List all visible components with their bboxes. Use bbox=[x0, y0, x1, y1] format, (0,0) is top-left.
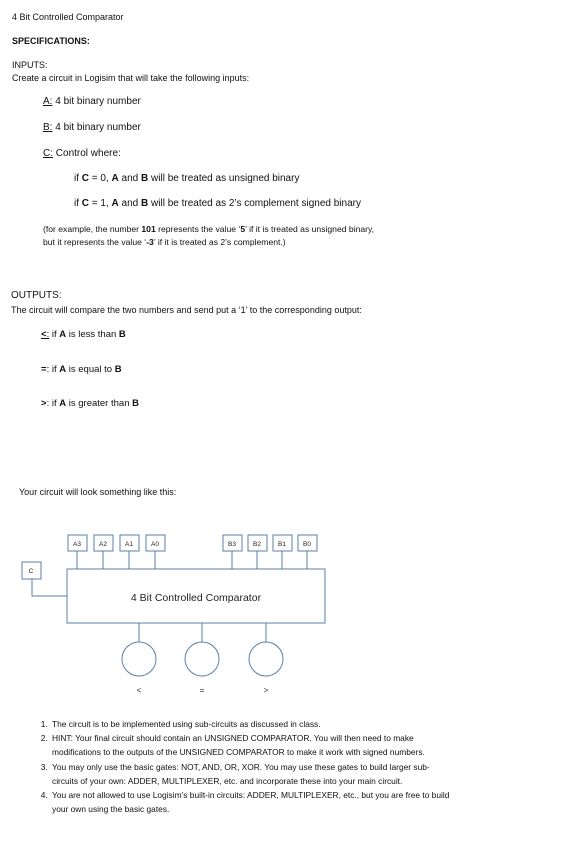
text: ’ if it is treated as unsigned binary, bbox=[245, 224, 375, 234]
input-sep: : bbox=[49, 122, 53, 133]
text: B bbox=[132, 398, 139, 409]
inputs-intro: Create a circuit in Logisim that will take the following inputs: bbox=[12, 73, 250, 83]
text: A bbox=[111, 173, 119, 184]
text: B bbox=[141, 198, 149, 209]
inputs-heading: INPUTS: bbox=[12, 60, 48, 70]
outputs-heading: OUTPUTS: bbox=[11, 290, 62, 301]
c-wire bbox=[32, 579, 67, 596]
text: if bbox=[49, 329, 60, 340]
text: A bbox=[59, 398, 67, 409]
input-key: A bbox=[43, 96, 50, 107]
input-sep: : bbox=[50, 148, 54, 159]
text: if bbox=[49, 398, 60, 409]
text: if bbox=[49, 364, 60, 375]
text: A bbox=[59, 364, 67, 375]
text: : bbox=[46, 329, 50, 340]
text: (for example, the number bbox=[43, 224, 142, 234]
text: is greater than bbox=[66, 398, 133, 409]
output-symbol: < bbox=[41, 329, 47, 340]
input-desc: 4 bit binary number bbox=[55, 122, 141, 133]
output-symbol: = bbox=[41, 364, 47, 375]
text: A bbox=[111, 198, 119, 209]
output-greater-led bbox=[249, 642, 283, 676]
text: and bbox=[118, 173, 142, 184]
text: will be treated as 2’s complement signed binary bbox=[148, 198, 361, 209]
diagram-caption: Your circuit will look something like this: bbox=[19, 487, 177, 497]
input-desc: Control where: bbox=[55, 148, 121, 159]
pin-label: A0 bbox=[151, 541, 159, 548]
text: B bbox=[141, 173, 149, 184]
pin-label: B3 bbox=[228, 541, 236, 548]
requirement-item: 1. The circuit is to be implemented using sub-circuits as discussed in class. bbox=[50, 717, 450, 731]
requirement-item: 4. You are not allowed to use Logisim’s built-in circuits: ADDER, MULTIPLEXER, etc., but you are free to build your own using the basic gates. bbox=[50, 788, 450, 816]
text: 101 bbox=[141, 224, 156, 234]
text: but it represents the value ‘ bbox=[43, 237, 147, 247]
text: if bbox=[74, 173, 82, 184]
text: C bbox=[81, 198, 90, 209]
text: 5 bbox=[240, 224, 246, 234]
output-symbol: > bbox=[41, 398, 47, 409]
pin-label: B1 bbox=[278, 541, 286, 548]
pin-label: A2 bbox=[99, 541, 107, 548]
text: C bbox=[81, 173, 90, 184]
text: -3 bbox=[146, 237, 154, 247]
output-label-greater: > bbox=[263, 686, 269, 695]
text: represents the value ‘ bbox=[155, 224, 241, 234]
input-desc: 4 bit binary number bbox=[55, 96, 141, 107]
input-sep: : bbox=[49, 96, 53, 107]
block-label: 4 Bit Controlled Comparator bbox=[130, 592, 262, 604]
input-key: C bbox=[43, 148, 51, 159]
text: : bbox=[46, 364, 50, 375]
text: = 1, bbox=[89, 198, 112, 209]
text: A bbox=[59, 329, 67, 340]
c-pin-label: C bbox=[28, 568, 34, 575]
requirements-list bbox=[34, 717, 450, 816]
text: is equal to bbox=[66, 364, 115, 375]
requirement-item: 3. You may only use the basic gates: NOT, AND, OR, XOR. You may use these gates to build larger sub-circuits of your own: ADDER, MULTIPLEXER, etc. and incorporate these into your main circuit. bbox=[50, 760, 450, 788]
output-label-less: < bbox=[136, 686, 142, 695]
text: B bbox=[114, 364, 122, 375]
text: if bbox=[74, 198, 82, 209]
pin-label: B0 bbox=[303, 541, 311, 548]
requirement-item: 2. HINT: Your final circuit should contain an UNSIGNED COMPARATOR. You will then need to make modifications to the outputs of the UNSIGNED COMPARATOR to make it work with signed numbers. bbox=[50, 731, 450, 759]
output-equal-led bbox=[185, 642, 219, 676]
page-title: 4 Bit Controlled Comparator bbox=[12, 12, 124, 22]
text: ’ if it is treated as 2’s complement.) bbox=[153, 237, 286, 247]
text: will be treated as unsigned binary bbox=[148, 173, 300, 184]
pin-label: A3 bbox=[73, 541, 81, 548]
input-key: B bbox=[43, 122, 50, 133]
pin-label: B2 bbox=[253, 541, 261, 548]
text: is less than bbox=[66, 329, 119, 340]
text: = 0, bbox=[89, 173, 112, 184]
output-less-led bbox=[122, 642, 156, 676]
pin-label: A1 bbox=[125, 541, 133, 548]
specifications-heading: SPECIFICATIONS: bbox=[12, 36, 90, 46]
text: B bbox=[118, 329, 126, 340]
output-label-equal: = bbox=[199, 686, 205, 695]
outputs-intro: The circuit will compare the two numbers and send put a ‘1’ to the corresponding output: bbox=[11, 305, 362, 315]
text: and bbox=[118, 198, 142, 209]
text: : bbox=[46, 398, 50, 409]
